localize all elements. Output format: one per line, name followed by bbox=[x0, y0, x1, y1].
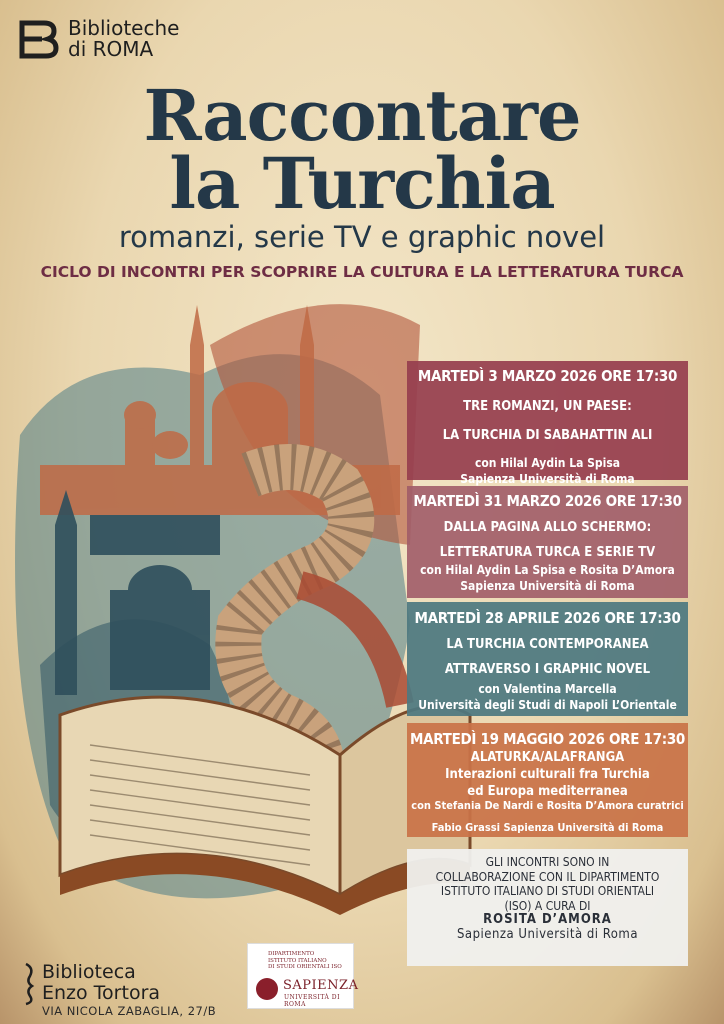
collab-line1: GLI INCONTRI SONO IN bbox=[485, 855, 610, 869]
event-card-2 bbox=[407, 486, 688, 598]
brand-line1: Biblioteche bbox=[68, 16, 180, 40]
event-date: MARTEDÌ 19 MAGGIO 2026 ORE 17:30 bbox=[409, 730, 685, 748]
event-title-line1: LA TURCHIA CONTEMPORANEA bbox=[446, 637, 649, 652]
collab-line3: ISTITUTO ITALIANO DI STUDI ORIENTALI bbox=[440, 884, 655, 898]
event-affiliation: Sapienza Università di Roma bbox=[460, 472, 635, 486]
event-date: MARTEDÌ 31 MARZO 2026 ORE 17:30 bbox=[413, 492, 682, 510]
sapienza-department bbox=[268, 951, 352, 971]
event-title-line2: LETTERATURA TURCA E SERIE TV bbox=[439, 545, 656, 560]
library-line1: Biblioteca bbox=[42, 961, 136, 983]
event-card-1 bbox=[407, 361, 688, 486]
sapienza-subtitle: UNIVERSITÀ DI ROMA bbox=[284, 994, 340, 1008]
sapienza-dep-line3: DI STUDI ORIENTALI ISO bbox=[268, 964, 342, 970]
collab-line2: COLLABORAZIONE CON IL DIPARTIMENTO bbox=[435, 869, 660, 884]
event-speaker: con Hilal Aydin La Spisa bbox=[474, 456, 621, 470]
biblioteche-b-icon bbox=[18, 19, 60, 59]
sapienza-logo bbox=[247, 943, 359, 1009]
curator-name: ROSITA D’AMORA bbox=[483, 912, 612, 927]
event-title-line1: TRE ROMANZI, UN PAESE: bbox=[463, 399, 632, 414]
curator-university: Sapienza Università di Roma bbox=[456, 926, 638, 942]
event-affiliation: Fabio Grassi Sapienza Università di Roma bbox=[431, 821, 664, 834]
event-title-line1: ALATURKA/ALAFRANGA bbox=[470, 750, 625, 765]
event-speaker: con Hilal Aydin La Spisa e Rosita D’Amora bbox=[420, 563, 675, 577]
event-card-3 bbox=[407, 602, 688, 716]
event-speaker: con Stefania De Nardi e Rosita D’Amora curatrici bbox=[411, 799, 684, 812]
biblioteche-logo bbox=[18, 18, 179, 60]
event-title-line2: ATTRAVERSO I GRAPHIC NOVEL bbox=[444, 662, 651, 677]
library-line2: Enzo Tortora bbox=[42, 982, 161, 1004]
event-title-line3: ed Europa mediterranea bbox=[467, 784, 628, 799]
collaboration-box bbox=[407, 849, 688, 966]
event-title-line2: Interazioni culturali fra Turchia bbox=[445, 767, 650, 782]
title-line1: Raccontare bbox=[143, 74, 581, 157]
event-date: MARTEDÌ 28 APRILE 2026 ORE 17:30 bbox=[414, 609, 681, 627]
event-card-4 bbox=[407, 723, 688, 837]
library-bracket-icon bbox=[22, 962, 36, 1006]
library-address: VIA NICOLA ZABAGLIA, 27/B bbox=[42, 1004, 217, 1018]
sapienza-dep-line1: DIPARTIMENTO bbox=[268, 951, 315, 957]
brand-line2: di ROMA bbox=[68, 37, 154, 61]
event-speaker: con Valentina Marcella bbox=[478, 682, 617, 696]
sapienza-seal-icon bbox=[256, 978, 278, 1000]
title-line2: la Turchia bbox=[169, 142, 555, 225]
sapienza-dep-line2: ISTITUTO ITALIANO bbox=[268, 957, 327, 964]
library-name bbox=[42, 962, 160, 1004]
tagline: CICLO DI INCONTRI PER SCOPRIRE LA CULTURA E LA LETTERATURA TURCA bbox=[40, 263, 684, 281]
sapienza-name: SAPIENZA bbox=[283, 978, 359, 993]
event-title-line2: LA TURCHIA DI SABAHATTIN ALI bbox=[442, 428, 653, 443]
event-title-line1: DALLA PAGINA ALLO SCHERMO: bbox=[443, 520, 652, 535]
event-affiliation: Università degli Studi di Napoli L’Orientale bbox=[418, 698, 677, 712]
collab-line4: (ISO) A CURA DI bbox=[504, 898, 591, 913]
subtitle: romanzi, serie TV e graphic novel bbox=[118, 220, 606, 254]
event-date: MARTEDÌ 3 MARZO 2026 ORE 17:30 bbox=[417, 367, 678, 385]
event-affiliation: Sapienza Università di Roma bbox=[460, 579, 635, 593]
library-block bbox=[22, 962, 160, 1006]
biblioteche-wordmark bbox=[68, 18, 179, 60]
